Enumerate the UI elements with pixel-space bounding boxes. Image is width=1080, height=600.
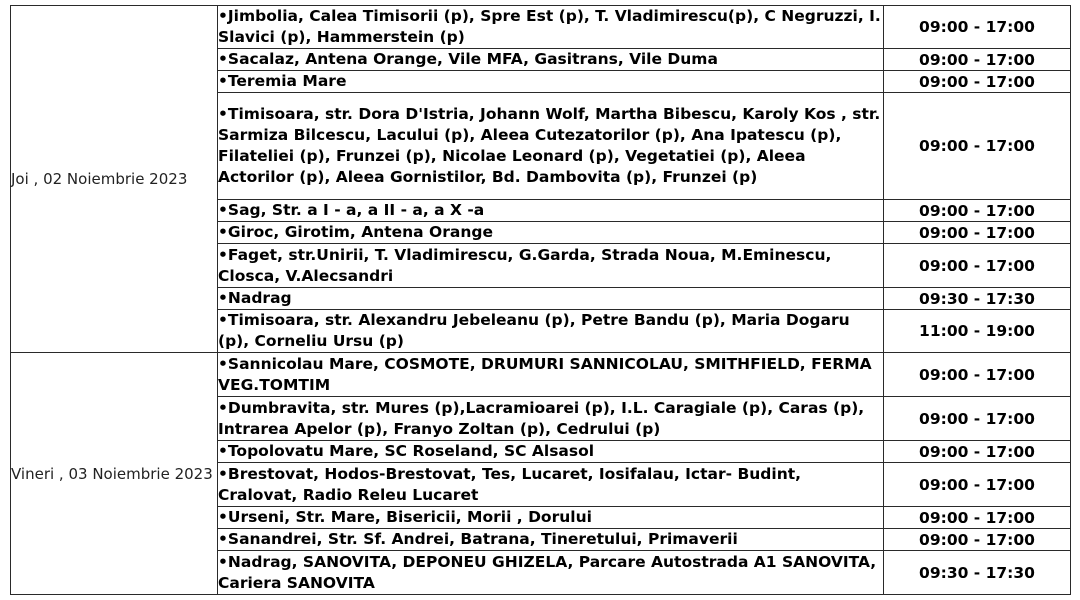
time-cell: 09:00 - 17:00 <box>884 463 1071 507</box>
time-cell: 09:00 - 17:00 <box>884 244 1071 288</box>
time-cell: 09:00 - 17:00 <box>884 441 1071 463</box>
location-cell: •Giroc, Girotim, Antena Orange <box>218 222 884 244</box>
location-cell: •Jimbolia, Calea Timisorii (p), Spre Est (p), T. Vladimirescu(p), C Negruzzi, I. Slavici (p), Hammerstein (p) <box>218 6 884 49</box>
time-cell: 09:00 - 17:00 <box>884 71 1071 93</box>
time-cell: 09:00 - 17:00 <box>884 200 1071 222</box>
location-cell: •Sacalaz, Antena Orange, Vile MFA, Gasitrans, Vile Duma <box>218 49 884 71</box>
time-cell: 11:00 - 19:00 <box>884 310 1071 353</box>
time-cell: 09:00 - 17:00 <box>884 529 1071 551</box>
location-cell: •Brestovat, Hodos-Brestovat, Tes, Lucaret, Iosifalau, Ictar- Budint, Cralovat, Radio Releu Lucaret <box>218 463 884 507</box>
location-cell: •Teremia Mare <box>218 71 884 93</box>
outage-schedule-table <box>10 5 1071 595</box>
table-row <box>11 353 1071 397</box>
day-cell: Vineri , 03 Noiembrie 2023 <box>11 353 218 595</box>
location-cell: •Nadrag, SANOVITA, DEPONEU GHIZELA, Parcare Autostrada A1 SANOVITA, Cariera SANOVITA <box>218 551 884 595</box>
location-cell: •Faget, str.Unirii, T. Vladimirescu, G.Garda, Strada Noua, M.Eminescu, Closca, V.Alecsandri <box>218 244 884 288</box>
location-cell: •Dumbravita, str. Mures (p),Lacramioarei (p), I.L. Caragiale (p), Caras (p), Intrarea Apelor (p), Franyo Zoltan (p), Cedrului (p) <box>218 397 884 441</box>
time-cell: 09:30 - 17:30 <box>884 551 1071 595</box>
time-cell: 09:00 - 17:00 <box>884 49 1071 71</box>
location-cell: •Topolovatu Mare, SC Roseland, SC Alsasol <box>218 441 884 463</box>
location-cell: •Nadrag <box>218 288 884 310</box>
time-cell: 09:00 - 17:00 <box>884 93 1071 200</box>
time-cell: 09:00 - 17:00 <box>884 222 1071 244</box>
location-cell: •Sag, Str. a I - a, a II - a, a X -a <box>218 200 884 222</box>
location-cell: •Timisoara, str. Alexandru Jebeleanu (p), Petre Bandu (p), Maria Dogaru (p), Corneliu Ursu (p) <box>218 310 884 353</box>
location-cell: •Urseni, Str. Mare, Bisericii, Morii , Dorului <box>218 507 884 529</box>
time-cell: 09:00 - 17:00 <box>884 6 1071 49</box>
time-cell: 09:30 - 17:30 <box>884 288 1071 310</box>
time-cell: 09:00 - 17:00 <box>884 397 1071 441</box>
location-cell: •Sannicolau Mare, COSMOTE, DRUMURI SANNICOLAU, SMITHFIELD, FERMA VEG.TOMTIM <box>218 353 884 397</box>
time-cell: 09:00 - 17:00 <box>884 507 1071 529</box>
location-cell: •Sanandrei, Str. Sf. Andrei, Batrana, Tineretului, Primaverii <box>218 529 884 551</box>
day-cell: Joi , 02 Noiembrie 2023 <box>11 6 218 353</box>
time-cell: 09:00 - 17:00 <box>884 353 1071 397</box>
table-row <box>11 6 1071 49</box>
location-cell: •Timisoara, str. Dora D'Istria, Johann Wolf, Martha Bibescu, Karoly Kos , str. Sarmiza Bilcescu, Lacului (p), Aleea Cutezatorilor (p), Ana Ipatescu (p), Filateliei (p), Frunzei (p), Nicolae Leonard (p), Vegetatiei (p), Aleea Actorilor (p), Aleea Gornistilor, Bd. Dambovita (p), Frunzei (p) <box>218 93 884 200</box>
